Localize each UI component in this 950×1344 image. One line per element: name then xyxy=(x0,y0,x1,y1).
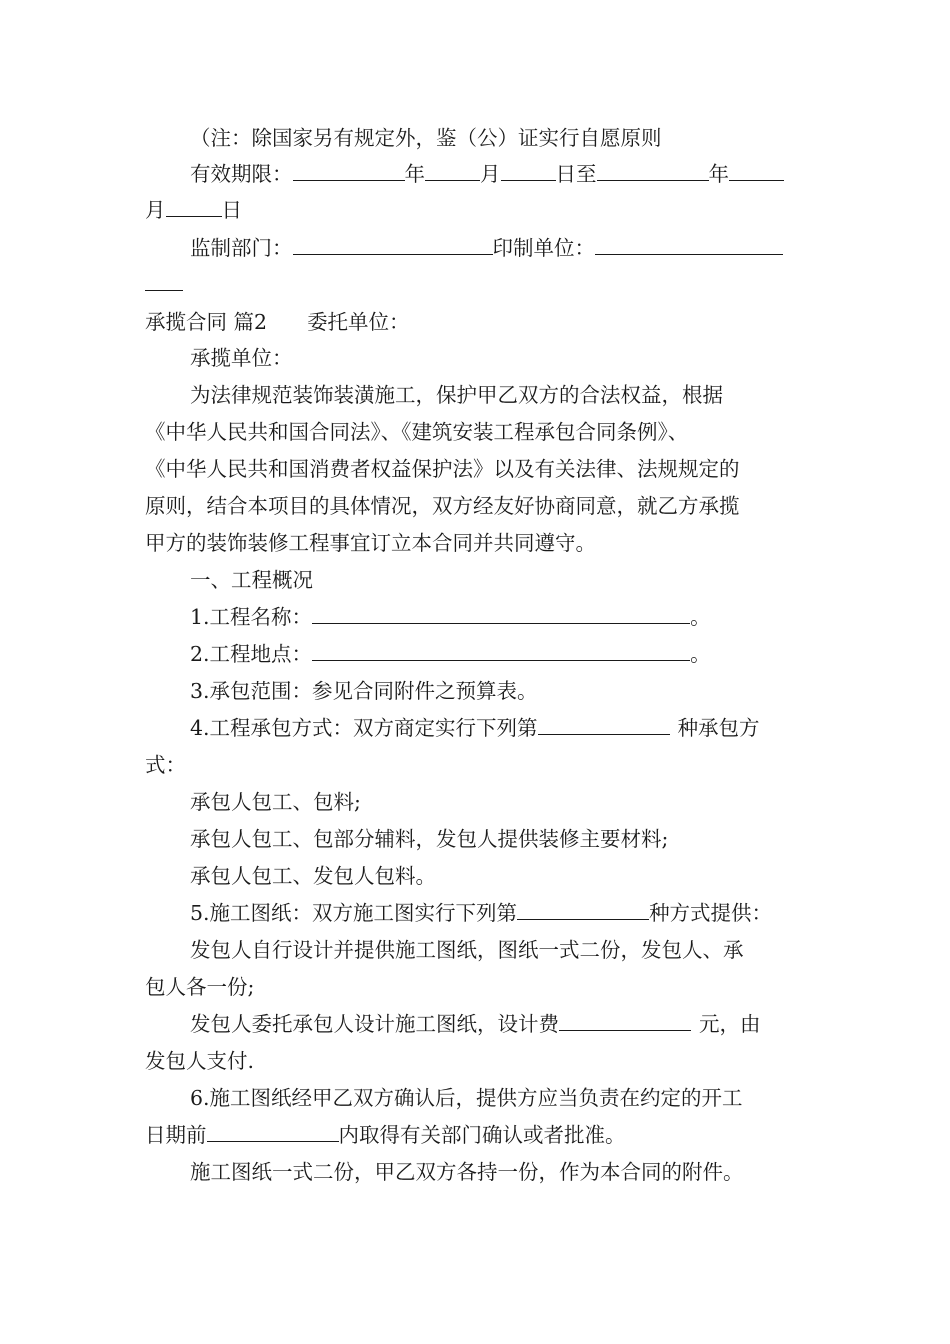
confirm-label: 日期前 xyxy=(145,1123,207,1147)
mode-option-3: 承包人包工、发包人包料。 xyxy=(190,864,436,888)
blank-month-end[interactable] xyxy=(729,160,784,181)
item-project-site xyxy=(190,640,711,668)
design-fee-label: 发包人委托承包人设计施工图纸，设计费 xyxy=(190,1012,559,1036)
validity-line-cont xyxy=(145,196,242,224)
mode-option-2: 承包人包工、包部分辅料，发包人提供装修主要材料; xyxy=(190,827,669,851)
drawing-option-1b: 包人各一份; xyxy=(145,975,255,999)
blank-year-end[interactable] xyxy=(597,160,709,181)
section-heading xyxy=(145,308,410,336)
design-fee-suffix: 元，由 xyxy=(699,1012,761,1036)
preamble-line-1: 为法律规范装饰装潢施工，保护甲乙双方的合法权益，根据 xyxy=(190,383,723,407)
validity-line xyxy=(190,160,784,188)
month-label-end: 月 xyxy=(145,198,166,222)
mode-suffix: 种承包方 xyxy=(677,716,760,740)
blank-project-site[interactable] xyxy=(312,640,690,661)
project-site-label: 2.工程地点： xyxy=(190,642,313,666)
blank-project-name[interactable] xyxy=(312,603,690,624)
mode-label: 4.工程承包方式：双方商定实行下列第 xyxy=(190,716,538,740)
note-line: （注：除国家另有规定外，鉴（公）证实行自愿原则 xyxy=(190,126,662,150)
drawing-suffix: 种方式提供： xyxy=(649,901,773,925)
item-mode xyxy=(190,714,760,742)
entrust-unit-label: 委托单位： xyxy=(307,310,410,334)
contractor-unit-label: 承揽单位： xyxy=(190,346,293,370)
preamble-line-5: 甲方的装饰装修工程事宜订立本合同并共同遵守。 xyxy=(145,531,596,555)
blank-day-end[interactable] xyxy=(166,196,222,217)
blank-supervision[interactable] xyxy=(293,234,493,255)
printer-label: 印制单位： xyxy=(492,236,595,260)
confirm-suffix: 内取得有关部门确认或者批准。 xyxy=(338,1123,626,1147)
item-mode-cont: 式： xyxy=(145,753,186,777)
period: 。 xyxy=(690,642,711,666)
day-label-end: 日 xyxy=(221,198,242,222)
supervision-line xyxy=(190,234,783,262)
mode-option-1: 承包人包工、包料; xyxy=(190,790,361,814)
item-project-name xyxy=(190,603,711,631)
year-label: 年 xyxy=(404,162,425,186)
contract-title: 承揽合同 篇2 xyxy=(145,310,268,334)
section-1-heading: 一、工程概况 xyxy=(190,568,313,592)
item-drawings xyxy=(190,899,772,927)
blank-drawing[interactable] xyxy=(517,899,649,920)
validity-label: 有效期限： xyxy=(190,162,293,186)
drawing-option-1a: 发包人自行设计并提供施工图纸，图纸一式二份，发包人、承 xyxy=(190,938,744,962)
preamble-line-3: 《中华人民共和国消费者权益保护法》以及有关法律、法规规定的 xyxy=(145,457,740,481)
period: 。 xyxy=(690,605,711,629)
blank-month-start[interactable] xyxy=(425,160,480,181)
year-label-end: 年 xyxy=(708,162,729,186)
project-name-label: 1.工程名称： xyxy=(190,605,313,629)
month-label: 月 xyxy=(480,162,501,186)
drawing-option-2c: 发包人支付. xyxy=(145,1049,255,1073)
preamble-line-2: 《中华人民共和国合同法》、《建筑安装工程承包合同条例》、 xyxy=(145,420,689,444)
drawing-label: 5.施工图纸：双方施工图实行下列第 xyxy=(190,901,518,925)
day-to-label: 日至 xyxy=(555,162,597,186)
drawing-option-2a xyxy=(190,1010,761,1038)
blank-confirm-period[interactable] xyxy=(207,1121,339,1142)
blank-design-fee[interactable] xyxy=(559,1010,691,1031)
blank-printer[interactable] xyxy=(595,234,783,255)
blank-day-start[interactable] xyxy=(501,160,556,181)
item-confirm-a: 6.施工图纸经甲乙双方确认后，提供方应当负责在约定的开工 xyxy=(190,1086,743,1110)
preamble-line-4: 原则，结合本项目的具体情况，双方经友好协商同意，就乙方承揽 xyxy=(145,494,740,518)
supervision-label: 监制部门： xyxy=(190,236,293,260)
item-scope: 3.承包范围：参见合同附件之预算表。 xyxy=(190,679,538,703)
blank-printer-cont[interactable] xyxy=(145,290,183,291)
blank-mode[interactable] xyxy=(538,714,670,735)
blank-year-start[interactable] xyxy=(293,160,405,181)
item-confirm-b xyxy=(145,1121,626,1149)
drawing-copies: 施工图纸一式二份，甲乙双方各持一份，作为本合同的附件。 xyxy=(190,1160,744,1184)
